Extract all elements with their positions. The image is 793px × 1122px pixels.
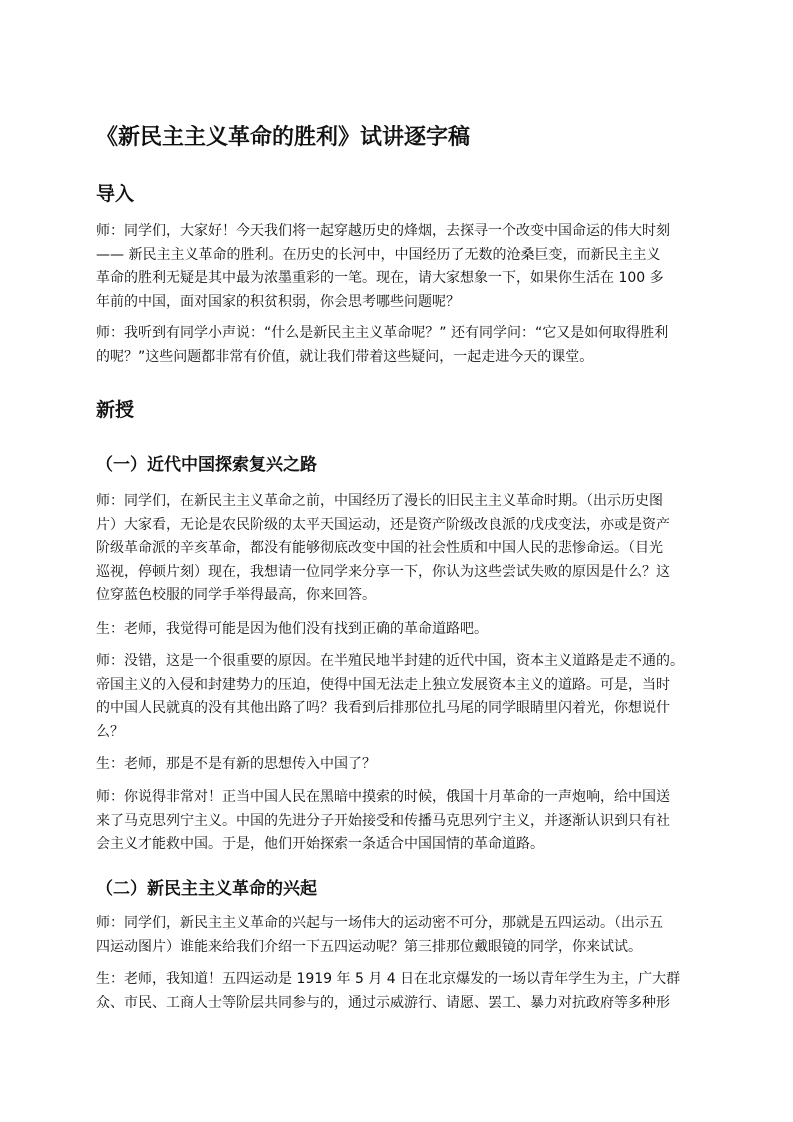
- paragraph-line: 众、市民、工商人士等阶层共同参与的，通过示威游行、请愿、罢工、暴力对抗政府等多种形: [96, 994, 670, 1011]
- section-heading-intro: 导入: [96, 183, 135, 205]
- paragraph-line: 生：老师，我觉得可能是因为他们没有找到正确的革命道路吧。: [96, 621, 488, 637]
- paragraph-line: 生：老师，那是不是有新的思想传入中国了？: [96, 756, 376, 772]
- paragraph: [96, 220, 708, 314]
- paragraph-line: 的呢？”这些问题都非常有价值，就让我们带着这些疑问，一起走进今天的课堂。: [96, 348, 594, 365]
- section-heading-new-lesson: 新授: [96, 399, 135, 421]
- paragraph-line: 帝国主义的入侵和封建势力的压迫，使得中国无法走上独立发展资本主义的道路。可是，当时: [96, 676, 670, 693]
- paragraph-line: 师：同学们，在新民主主义革命之前，中国经历了漫长的旧民主主义革命时期。（出示历史图: [96, 493, 663, 509]
- paragraph-line: 师：没错，这是一个很重要的原因。在半殖民地半封建的近代中国，资本主义道路是走不通的。: [96, 653, 684, 669]
- paragraph-line: 么？: [96, 723, 124, 740]
- paragraph-line: 位穿蓝色校服的同学手举得最高，你来回答。: [96, 587, 376, 603]
- paragraph-line: 革命的胜利无疑是其中最为浓墨重彩的一笔。现在，请大家想象一下，如果你生活在 100 多: [96, 270, 664, 286]
- paragraph-line: 的中国人民就真的没有其他出路了吗？我看到后排那位扎马尾的同学眼睛里闪着光，你想说什: [96, 700, 670, 716]
- paragraph-line: 师：同学们，新民主主义革命的兴起与一场伟大的运动密不可分，那就是五四运动。（出示五: [96, 915, 663, 931]
- subsection-heading-1: （一）近代中国探索复兴之路: [96, 455, 317, 475]
- paragraph-line: 四运动图片）谁能来给我们介绍一下五四运动呢？第三排那位戴眼镜的同学，你来试试。: [96, 938, 642, 955]
- paragraph-line: 师：同学们，大家好！今天我们将一起穿越历史的烽烟，去探寻一个改变中国命运的伟大时刻: [96, 223, 670, 239]
- paragraph: [96, 650, 708, 744]
- paragraph-line: 师：你说得非常对！正当中国人民在黑暗中摸索的时候，俄国十月革命的一声炮响，给中国送: [96, 789, 670, 805]
- document-title: 《新民主主义革命的胜利》试讲逐字稿: [96, 125, 471, 150]
- paragraph-line: —— 新民主主义革命的胜利。在历史的长河中，中国经历了无数的沧桑巨变，而新民主主义: [96, 246, 661, 263]
- paragraph-line: 会主义才能救中国。于是，他们开始探索一条适合中国国情的革命道路。: [96, 836, 544, 852]
- paragraph-line: 生：老师，我知道！五四运动是 1919 年 5 月 4 日在北京爆发的一场以青年学生为主，广大群: [96, 971, 681, 987]
- paragraph: [96, 490, 708, 608]
- paragraph: [96, 618, 708, 642]
- paragraph-line: 片）大家看，无论是农民阶级的太平天国运动，还是资产阶级改良派的戊戌变法，亦或是资产: [96, 516, 670, 533]
- paragraph-line: 阶级革命派的辛亥革命，都没有能够彻底改变中国的社会性质和中国人民的悲惨命运。（目光: [96, 540, 663, 556]
- paragraph: [96, 968, 708, 1015]
- paragraph-line: 来了马克思列宁主义。中国的先进分子开始接受和传播马克思列宁主义，并逐渐认识到只有社: [96, 812, 670, 829]
- paragraph-line: 师：我听到有同学小声说：“什么是新民主主义革命呢？” 还有同学问：“它又是如何取得胜利: [96, 325, 669, 341]
- subsection-heading-2: （二）新民主主义革命的兴起: [96, 879, 317, 899]
- paragraph-line: 年前的中国，面对国家的积贫积弱，你会思考哪些问题呢？: [96, 293, 460, 310]
- paragraph: [96, 912, 708, 959]
- paragraph-line: 巡视，停顿片刻）现在，我想请一位同学来分享一下，你认为这些尝试失败的原因是什么？这: [96, 563, 670, 580]
- paragraph: [96, 753, 708, 777]
- paragraph: [96, 786, 708, 857]
- paragraph: [96, 322, 708, 369]
